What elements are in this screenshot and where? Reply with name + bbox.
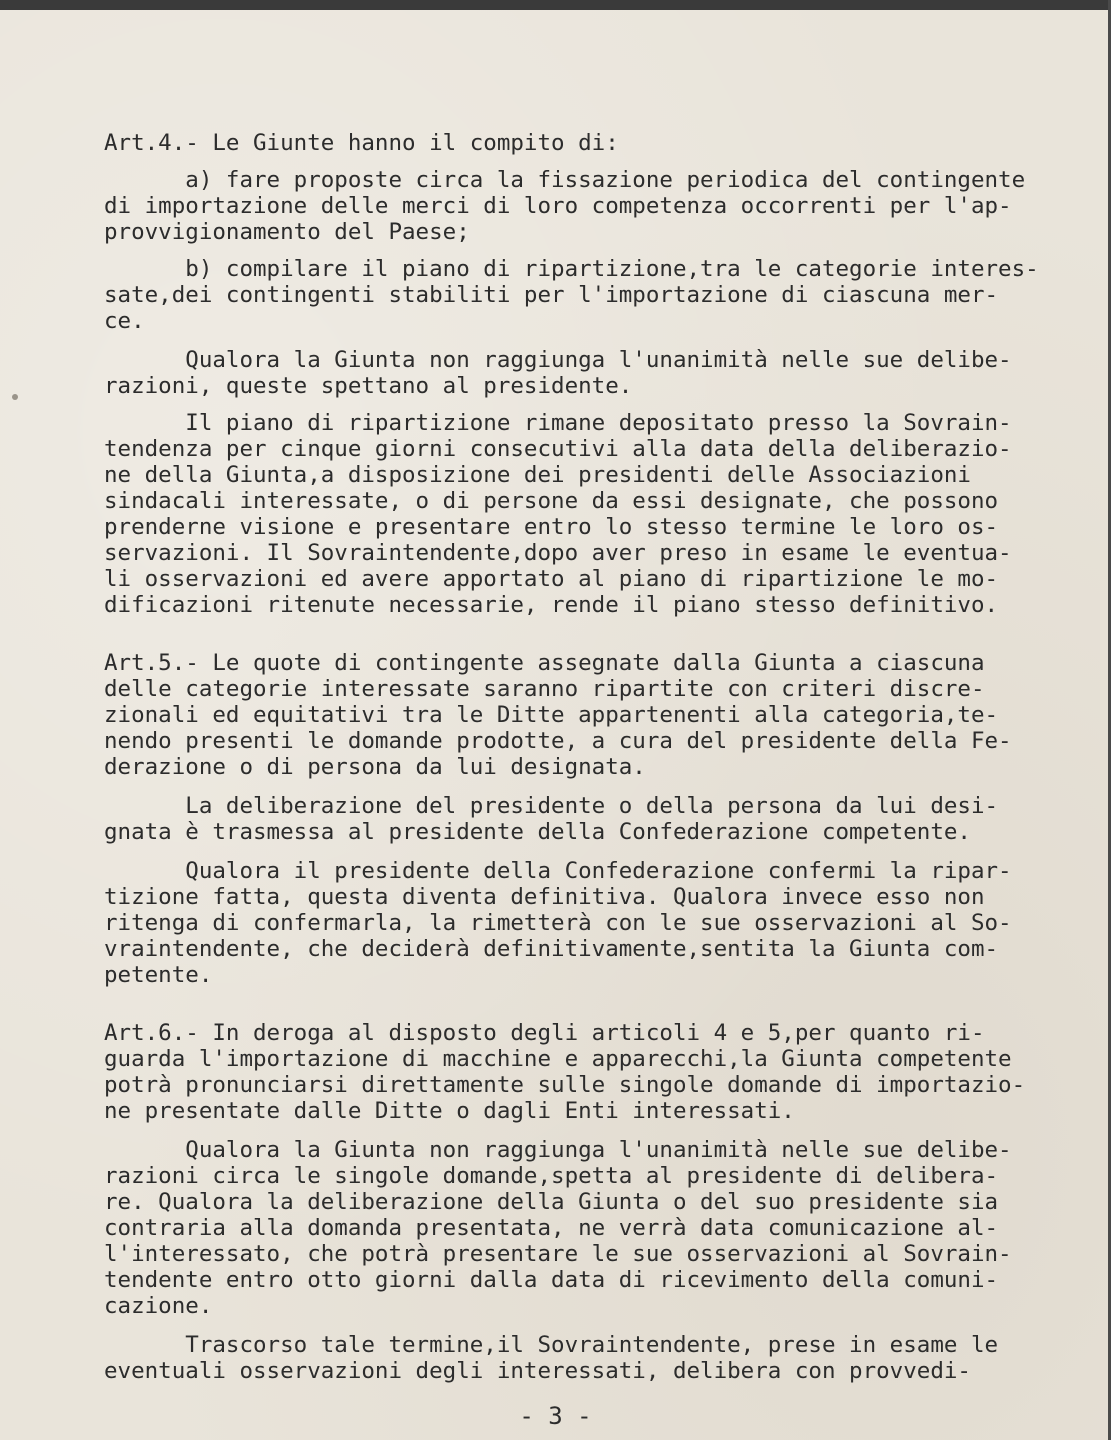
text-line: zionali ed equitativi tra le Ditte appartenenti alla categoria,te- [104, 702, 999, 728]
text-line: Art.4.- Le Giunte hanno il compito di: [104, 130, 619, 156]
text-line: razioni, queste spettano al presidente. [104, 373, 633, 399]
text-line: ne presentate dalle Ditte o dagli Enti interessati. [104, 1098, 795, 1124]
document-body [104, 130, 1039, 1384]
text-line: servazioni. Il Sovraintendente,dopo aver preso in esame le eventua- [104, 540, 1012, 566]
text-line: tizione fatta, questa diventa definitiva. Qualora invece esso non [104, 884, 985, 910]
text-line: tendente entro otto giorni dalla data di ricevimento della comuni- [104, 1267, 999, 1293]
text-line: Art.5.- Le quote di contingente assegnate dalla Giunta a ciascuna [104, 650, 985, 676]
text-line: gnata è trasmessa al presidente della Confederazione competente. [104, 819, 971, 845]
paragraph-gap [104, 245, 984, 256]
text-line: potrà pronunciarsi direttamente sulle singole domande di importazio- [104, 1072, 1026, 1098]
paragraph-gap [104, 988, 984, 1020]
text-line: vraintendente, che deciderà definitivamente,sentita la Giunta com- [104, 936, 999, 962]
text-line: sindacali interessate, o di persone da essi designate, che possono [104, 488, 999, 514]
paragraph-gap [104, 1319, 984, 1332]
text-line: di importazione delle merci di loro competenza occorrenti per l'ap- [104, 193, 1012, 219]
text-line: li osservazioni ed avere apportato al piano di ripartizione le mo- [104, 566, 999, 592]
text-line: dificazioni ritenute necessarie, rende il piano stesso definitivo. [104, 592, 999, 618]
text-line: derazione o di persona da lui designata. [104, 754, 646, 780]
text-line: tendenza per cinque giorni consecutivi alla data della deliberazio- [104, 436, 1012, 462]
text-line: prenderne visione e presentare entro lo stesso termine le loro os- [104, 514, 999, 540]
scan-top-edge [0, 0, 1111, 10]
text-line: eventuali osservazioni degli interessati, delibera con provvedi- [104, 1358, 971, 1384]
page-number: - 3 - [519, 1402, 592, 1430]
paragraph-gap [104, 1124, 984, 1137]
paragraph-gap [104, 156, 984, 167]
paragraph-gap [104, 334, 984, 347]
text-line: provvigionamento del Paese; [104, 219, 470, 245]
text-line: Trascorso tale termine,il Sovraintendente, prese in esame le [104, 1332, 999, 1358]
text-line: contraria alla domanda presentata, ne verrà data comunicazione al- [104, 1215, 999, 1241]
text-line: Qualora il presidente della Confederazione confermi la ripar- [104, 858, 1012, 884]
text-line: b) compilare il piano di ripartizione,tra le categorie interes- [104, 256, 1039, 282]
paragraph-gap [104, 399, 984, 410]
text-line: Qualora la Giunta non raggiunga l'unanimità nelle sue delibe- [104, 1137, 1012, 1163]
text-line: delle categorie interessate saranno ripartite con criteri discre- [104, 676, 985, 702]
text-line: cazione. [104, 1293, 213, 1319]
text-line: ritenga di confermarla, la rimetterà con le sue osservazioni al So- [104, 910, 1012, 936]
text-line: l'interessato, che potrà presentare le sue osservazioni al Sovrain- [104, 1241, 1012, 1267]
text-line: sate,dei contingenti stabiliti per l'importazione di ciascuna mer- [104, 282, 999, 308]
text-line: re. Qualora la deliberazione della Giunta o del suo presidente sia [104, 1189, 999, 1215]
text-line: guarda l'importazione di macchine e apparecchi,la Giunta competente [104, 1046, 1012, 1072]
paragraph-gap [104, 780, 984, 793]
margin-mark [12, 394, 18, 400]
text-line: nendo presenti le domande prodotte, a cura del presidente della Fe- [104, 728, 1012, 754]
text-line: a) fare proposte circa la fissazione periodica del contingente [104, 167, 1026, 193]
text-line: La deliberazione del presidente o della persona da lui desi- [104, 793, 999, 819]
text-line: ce. [104, 308, 145, 334]
text-line: Art.6.- In deroga al disposto degli articoli 4 e 5,per quanto ri- [104, 1020, 985, 1046]
text-line: petente. [104, 962, 213, 988]
paragraph-gap [104, 618, 984, 650]
text-line: Il piano di ripartizione rimane depositato presso la Sovrain- [104, 410, 1012, 436]
text-line: ne della Giunta,a disposizione dei presidenti delle Associazioni [104, 462, 971, 488]
paragraph-gap [104, 845, 984, 858]
text-line: Qualora la Giunta non raggiunga l'unanimità nelle sue delibe- [104, 347, 1012, 373]
text-line: razioni circa le singole domande,spetta al presidente di delibera- [104, 1163, 999, 1189]
